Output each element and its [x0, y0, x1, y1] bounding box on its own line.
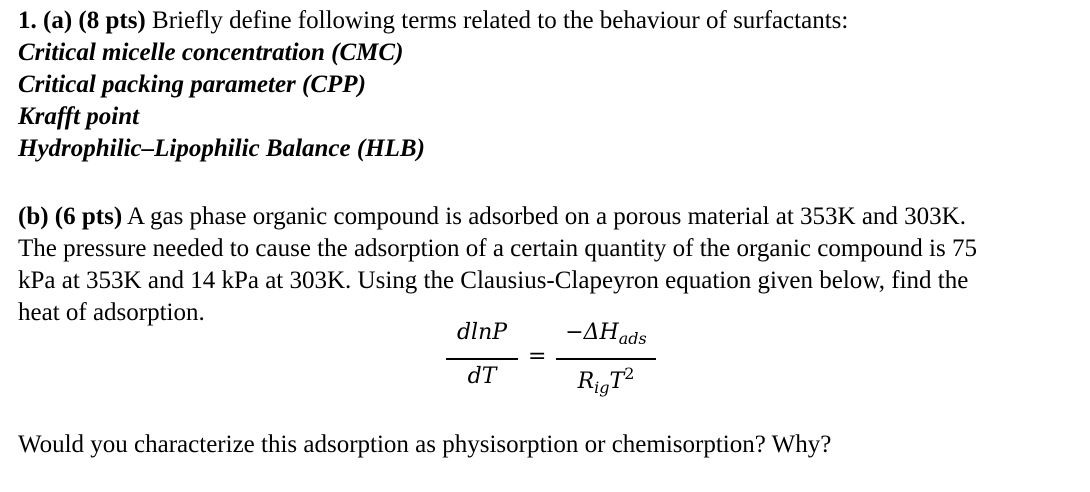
rhs-denominator-sub: ig	[594, 378, 610, 397]
term-krafft-point: Krafft point	[18, 103, 140, 130]
q1b-line-4: heat of adsorption.	[18, 299, 205, 326]
term-hlb: Hydrophilic–Lipophilic Balance (HLB)	[18, 135, 425, 162]
rhs-denominator	[556, 364, 656, 397]
q1b-line-2: The pressure needed to cause the adsorption of a certain quantity of the organic compound is 75	[18, 235, 977, 262]
q1b-text-1: A gas phase organic compound is adsorbed on a porous material at 353K and 303K.	[122, 203, 966, 230]
lhs-denominator: dT	[467, 364, 497, 389]
clausius-clapeyron-equation	[446, 320, 666, 400]
q1a-prompt: Briefly define following terms related to the behaviour of surfactants:	[145, 7, 849, 34]
term-cmc: Critical micelle concentration (CMC)	[18, 39, 404, 66]
q1b-question: Would you characterize this adsorption as physisorption or chemisorption? Why?	[18, 431, 832, 458]
q1b-line-1	[18, 202, 966, 232]
q1b-label: (b) (6 pts)	[18, 203, 123, 230]
lhs-fraction-bar	[446, 358, 518, 360]
q1b-line-3: kPa at 353K and 14 kPa at 303K. Using the Clausius-Clapeyron equation given below, find the	[18, 267, 969, 294]
rhs-denominator-var: T	[609, 369, 625, 394]
equals-sign: =	[528, 344, 547, 369]
rhs-numerator	[556, 320, 656, 348]
rhs-denominator-main: R	[577, 369, 595, 394]
term-cpp: Critical packing parameter (CPP)	[18, 71, 366, 98]
rhs-denominator-sup: 2	[624, 364, 635, 383]
rhs-numerator-main: −ΔH	[565, 320, 619, 345]
lhs-numerator: dlnP	[456, 320, 508, 345]
rhs-fraction-bar	[556, 358, 656, 360]
q1a-heading	[18, 6, 848, 36]
q1a-label: 1. (a) (8 pts)	[18, 7, 146, 34]
rhs-numerator-sub: ads	[618, 329, 647, 348]
